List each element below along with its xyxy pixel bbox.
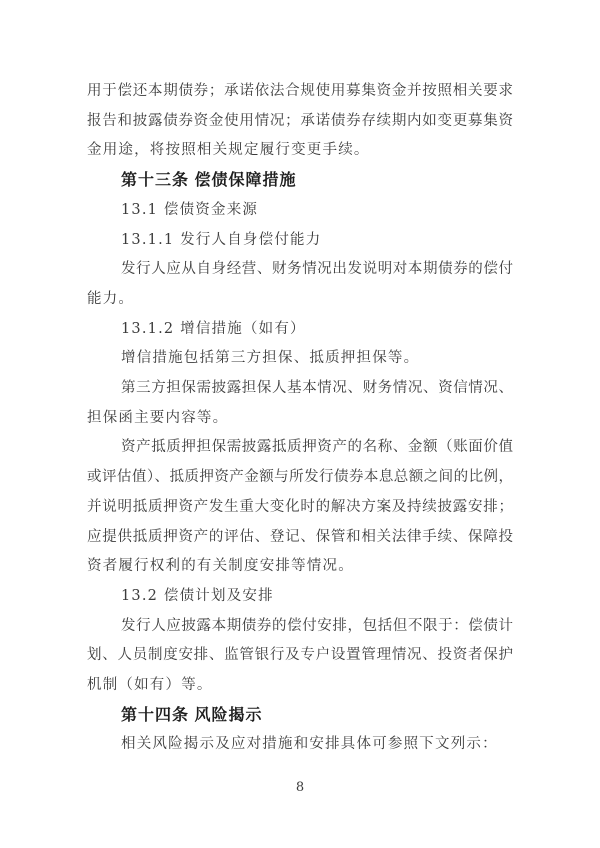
text-line: 13.1.1 发行人自身偿付能力 [121,231,322,248]
text-line: 用于偿还本期债券；承诺依法合规使用募集资金并按照相关要求 [87,83,513,99]
text-line: 13.1 偿债资金来源 [121,201,259,218]
text-line: 并说明抵质押资产发生重大变化时的解决方案及持续披露安排； [87,498,513,515]
text-line: 担保函主要内容等。 [87,409,229,426]
text-line: 13.1.2 增信措施（如有） [121,320,306,337]
text-line: 发行人应披露本期债券的偿付安排，包括但不限于：偿债计 [121,617,513,634]
text-line: 机制（如有）等。 [87,677,213,694]
text-line: 资者履行权利的有关制度安排等情况。 [87,558,354,575]
text-line: 发行人应从自身经营、财务情况出发说明对本期债券的偿付 [121,261,513,278]
text-line: 第三方担保需披露担保人基本情况、财务情况、资信情况、 [121,380,513,397]
text-line: 划、人员制度安排、监管银行及专户设置管理情况、投资者保护 [87,647,513,664]
page-number: 8 [295,780,305,795]
section-heading: 第十四条 风险揭示 [121,706,263,724]
document-content [87,77,513,760]
text-line: 能力。 [87,290,135,307]
text-line: 或评估值）、抵质押资产金额与所发行债券本息总额之间的比例， [87,469,513,486]
text-line: 报告和披露债券资金使用情况；承诺债券存续期内如变更募集资 [87,112,513,129]
text-line: 应提供抵质押资产的评估、登记、保管和相关法律手续、保障投 [87,528,513,545]
text-line: 金用途，将按照相关规定履行变更手续。 [87,142,370,159]
text-line: 资产抵质押担保需披露抵质押资产的名称、金额（账面价值 [121,439,513,456]
section-heading: 第十三条 偿债保障措施 [121,172,297,190]
text-line: 13.2 偿债计划及安排 [121,587,274,604]
text-line: 相关风险揭示及应对措施和安排具体可参照下文列示： [121,736,498,753]
text-line: 增信措施包括第三方担保、抵质押担保等。 [121,350,420,367]
